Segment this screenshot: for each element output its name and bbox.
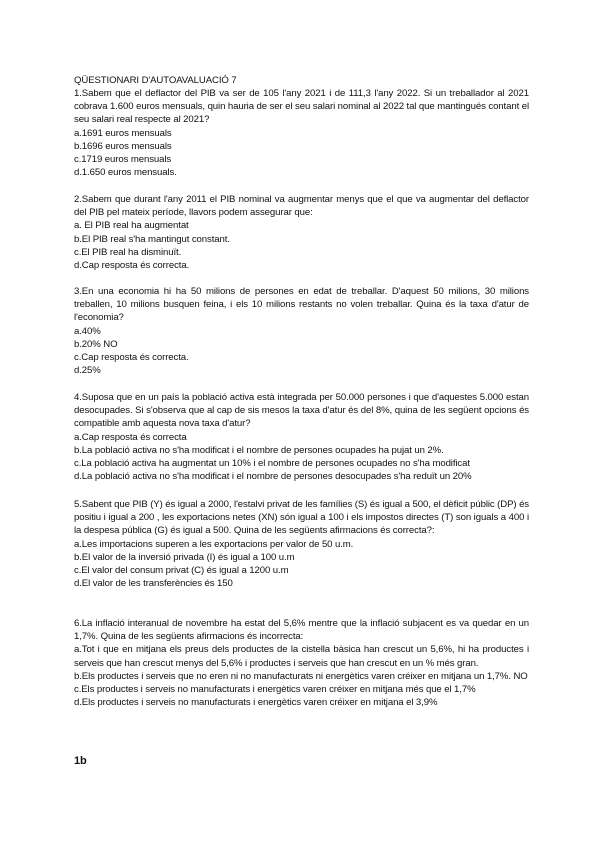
question-6-option-d: d.Els productes i serveis no manufacturats i energètics varen créixer en mitjana el 3,9% <box>74 697 438 709</box>
question-6 <box>74 617 529 709</box>
question-5 <box>74 498 529 590</box>
question-2 <box>74 193 529 272</box>
question-2-option-d: d.Cap resposta és correcta. <box>74 260 190 272</box>
document-title: QÜESTIONARI D'AUTOAVALUACIÓ 7 <box>74 75 237 86</box>
question-1-option-a: a.1691 euros mensuals <box>74 127 172 139</box>
question-1 <box>74 87 529 179</box>
question-3 <box>74 285 529 377</box>
question-1-stem: 1.Sabem que el deflactor del PIB va ser de 105 l'any 2021 i de 111,3 l'any 2022. Si un treballador al 2021 cobrava 1.600 euros mensuals, quin hauria de ser el seu salari nominal al 2022 tal que mantingués contant el seu salari real respecte al 2021? <box>74 88 529 126</box>
question-5-option-b: b.El valor de la inversió privada (I) és igual a 100 u.m <box>74 551 295 563</box>
question-4-option-d: d.La població activa no s'ha modificat i el nombre de persones desocupades s'ha reduït un 20% <box>74 471 472 483</box>
question-6-stem: 6.La inflació interanual de novembre ha estat del 5,6% mentre que la inflació subjacent es va quedar en un 1,7%. Quina de les següents afirmacions és incorrecta: <box>74 618 529 643</box>
question-6-option-b: b.Els productes i serveis que no eren ni no manufacturats ni energètics varen créixer en mitjana un 1,7%. NO <box>74 670 528 682</box>
question-1-option-c: c.1719 euros mensuals <box>74 154 172 166</box>
question-5-option-a: a.Les importacions superen a les exportacions per valor de 50 u.m. <box>74 538 354 550</box>
question-3-option-c: c.Cap resposta és correcta. <box>74 352 189 364</box>
question-5-stem: 5.Sabent que PIB (Y) és igual a 2000, l'estalvi privat de les famílies (S) és igual a 500, el dèficit públic (DP) és positiu i igual a 200 , les exportacions netes (XN) són igual a 100 i els impostos directes (T) son iguals a 400 i la despesa pública (G) és igual a 500. Quina de les següents afirmacions és correcta?: <box>74 499 529 537</box>
question-2-option-b: b.El PIB real s'ha mantingut constant. <box>74 233 230 245</box>
question-2-option-a: a. El PIB real ha augmentat <box>74 220 189 232</box>
question-4 <box>74 391 529 483</box>
question-5-option-d: d.El valor de les transferències és 150 <box>74 578 233 590</box>
question-1-option-d: d.1.650 euros mensuals. <box>74 167 177 179</box>
question-4-option-c: c.La població activa ha augmentat un 10% i el nombre de persones ocupades no s'ha modificat <box>74 458 470 470</box>
question-6-option-c: c.Els productes i serveis no manufacturats i energètics varen créixer en mitjana més que el 1,7% <box>74 684 476 696</box>
question-3-option-a: a.40% <box>74 325 101 337</box>
question-4-stem: 4.Suposa que en un país la població activa està integrada per 50.000 persones i que d'aquestes 5.000 estan desocupades. Si s'observa que al cap de sis mesos la taxa d'atur és del 8%, quina de les següent opcions és compatible amb aquesta nova taxa d'atur? <box>74 392 529 430</box>
question-1-option-b: b.1696 euros mensuals <box>74 140 172 152</box>
question-3-option-d: d.25% <box>74 365 101 377</box>
question-5-option-c: c.El valor del consum privat (C) és igual a 1200 u.m <box>74 565 289 577</box>
page-footer-label: 1b <box>74 755 87 767</box>
question-3-option-b: b.20% NO <box>74 338 118 350</box>
question-2-option-c: c.El PIB real ha disminuït. <box>74 246 182 258</box>
question-2-stem: 2.Sabem que durant l'any 2011 el PIB nominal va augmentar menys que el que va augmentar del deflactor del PIB pel mateix període, llavors podem assegurar que: <box>74 194 529 219</box>
question-3-stem: 3.En una economia hi ha 50 milions de persones en edat de treballar. D'aquest 50 milions, 30 milions treballen, 10 milions busquen feina, i els 10 milions restants no volen treballar. Quina és la taxa d'atur de l'economia? <box>74 286 529 324</box>
question-4-option-a: a.Cap resposta és correcta <box>74 431 187 443</box>
question-4-option-b: b.La població activa no s'ha modificat i el nombre de persones ocupades ha pujat un 2%. <box>74 444 444 456</box>
question-6-option-a: a.Tot i que en mitjana els preus dels productes de la cistella bàsica han crescut un 5,6%, hi ha productes i serveis que han crescut menys del 5,6% i productes i serveis que han crescut en un % més gran. <box>74 644 529 669</box>
